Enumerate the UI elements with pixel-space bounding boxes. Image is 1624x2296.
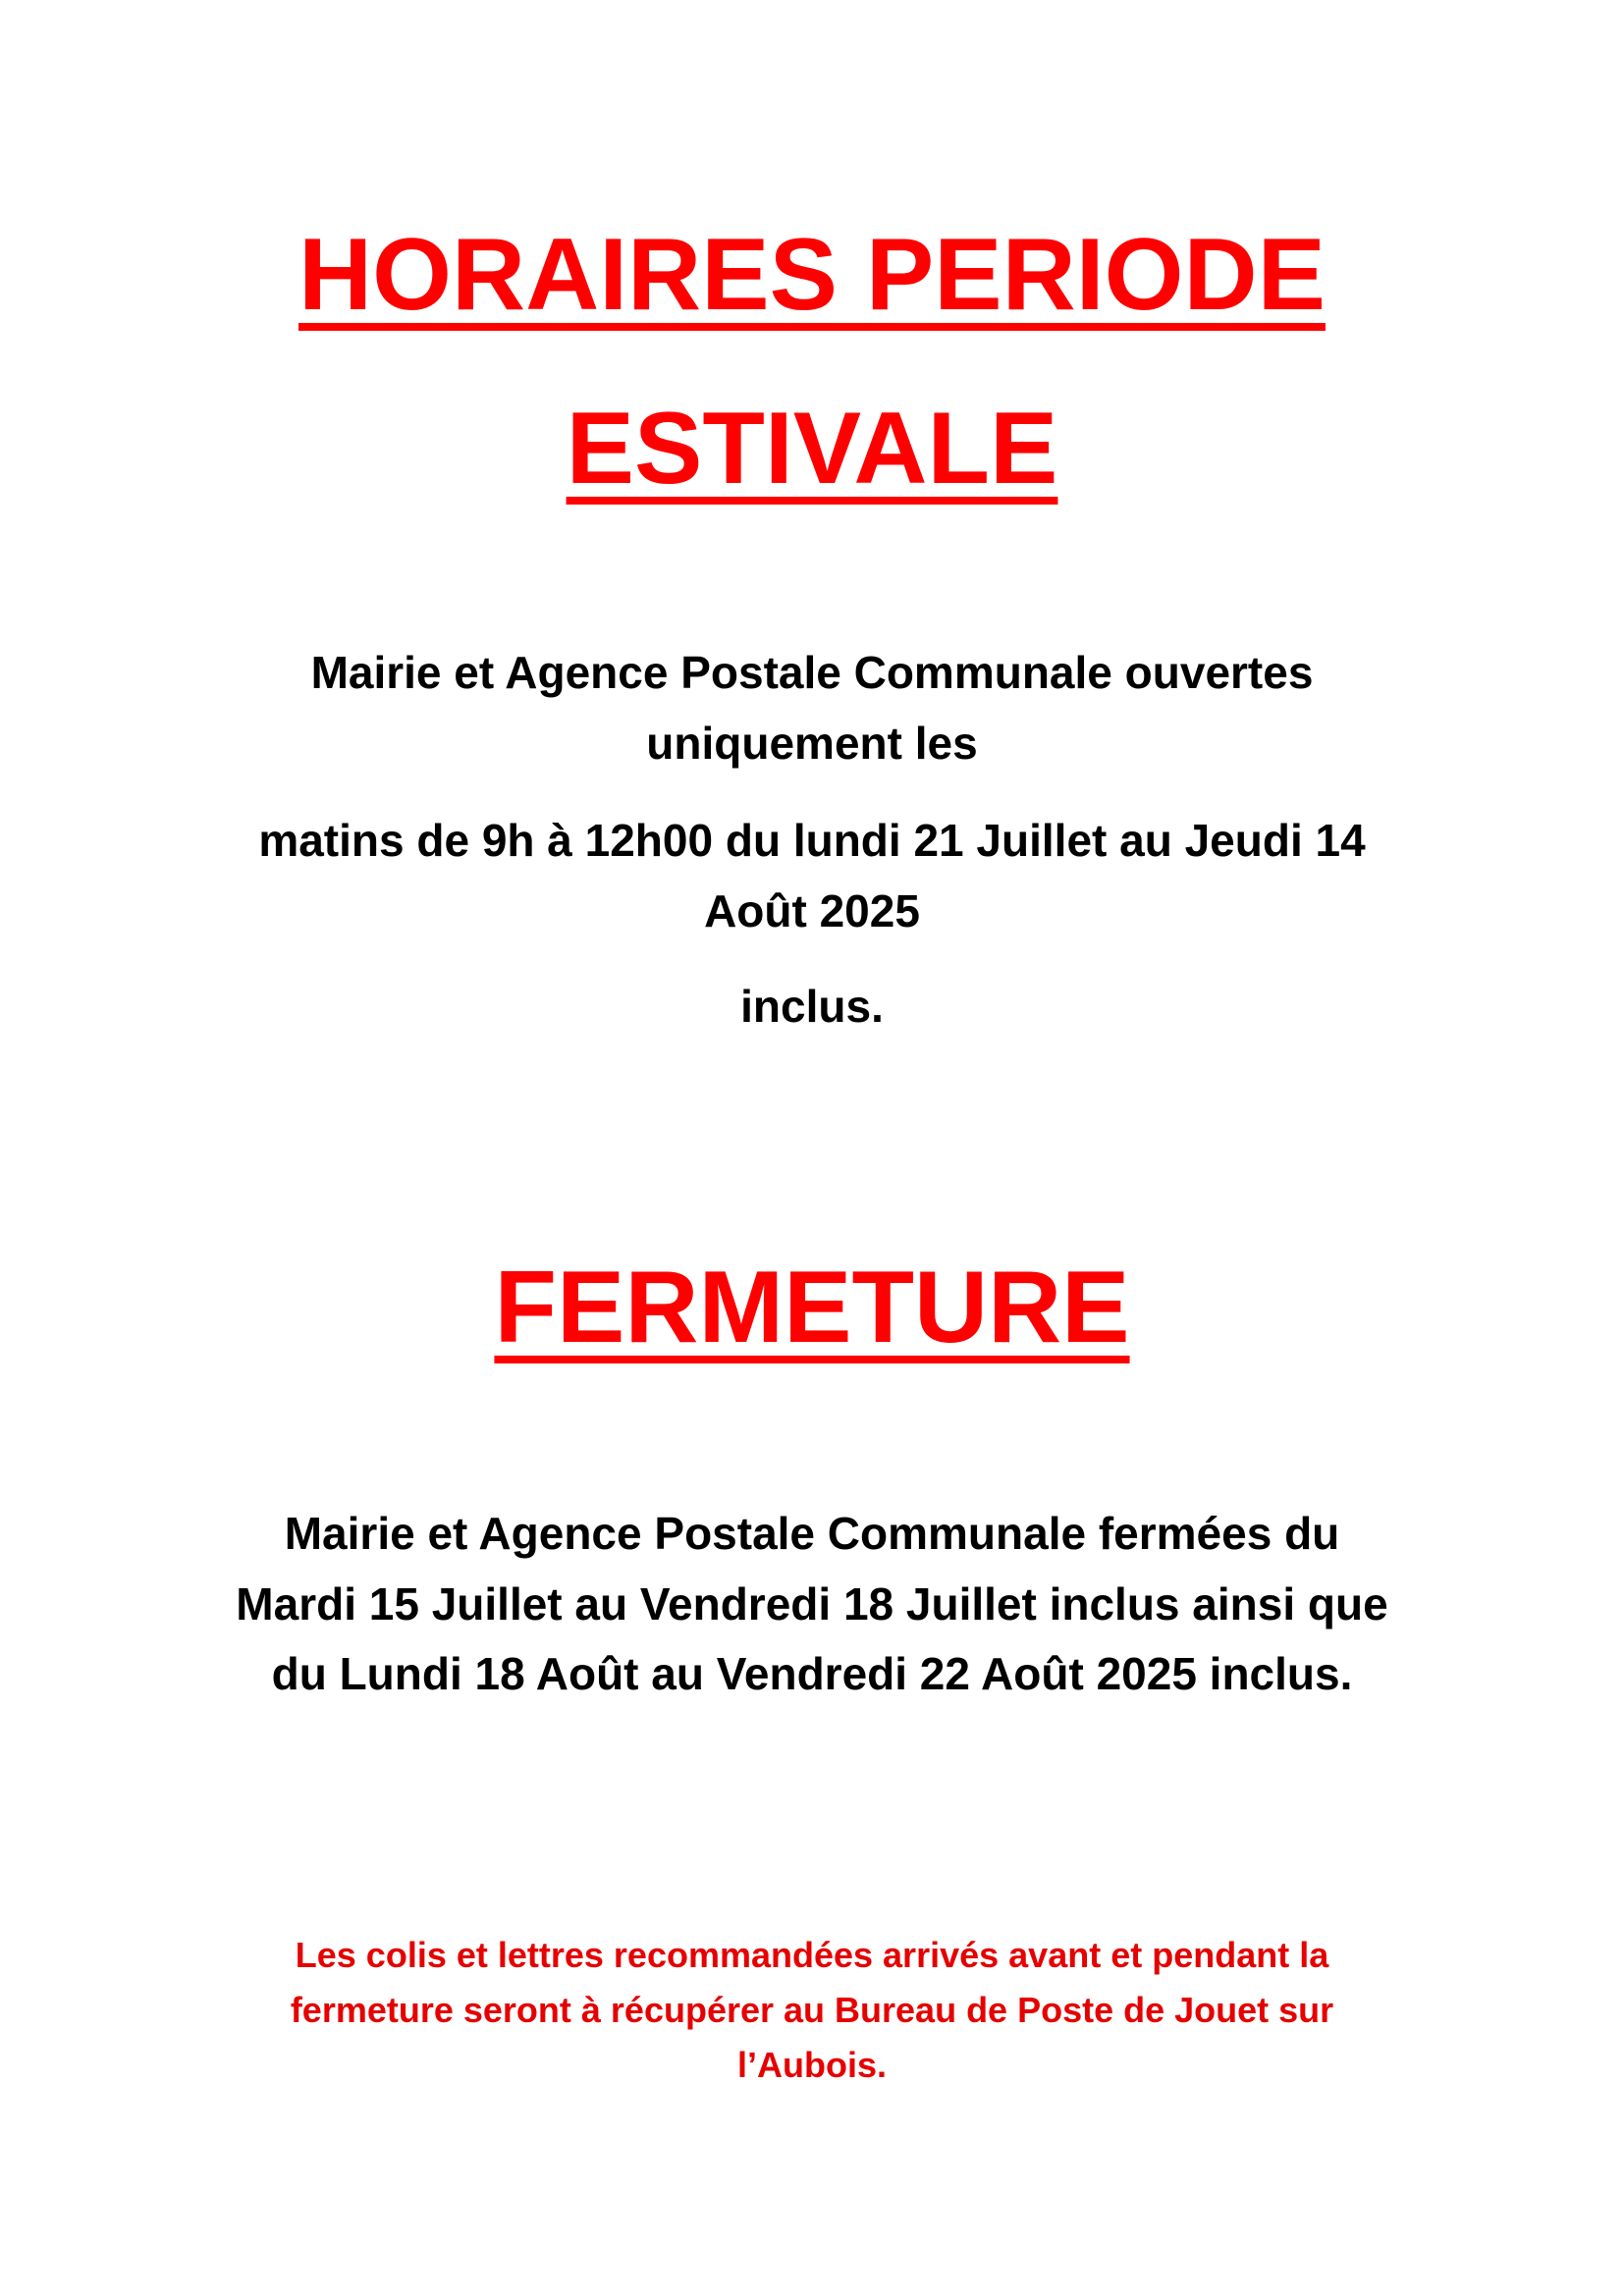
closure-line-1 [0, 1508, 1624, 1559]
closure-text-2: Mardi 15 Juillet au Vendredi 18 Juillet inclus ainsi que [236, 1578, 1388, 1629]
page-title-line-2 [0, 392, 1624, 506]
page-title-line-1-text: HORAIRES PERIODE [298, 218, 1326, 332]
summer-hours-line-4 [0, 885, 1624, 936]
summer-hours-line-2 [0, 718, 1624, 769]
parcel-note-line-1 [0, 1935, 1624, 1975]
parcel-note-line-3 [0, 2045, 1624, 2085]
closure-title [0, 1251, 1624, 1364]
summer-hours-line-3 [0, 815, 1624, 866]
closure-title-text: FERMETURE [494, 1251, 1130, 1364]
closure-line-2 [0, 1578, 1624, 1629]
parcel-note-text-1: Les colis et lettres recommandées arrivés avant et pendant la [295, 1935, 1329, 1975]
parcel-note-line-2 [0, 1990, 1624, 2030]
parcel-note-text-2: fermeture seront à récupérer au Bureau de Poste de Jouet sur [290, 1990, 1334, 2030]
parcel-note-text-3: l’Aubois. [737, 2045, 887, 2085]
summer-hours-text-2: uniquement les [646, 718, 978, 769]
title-line-2-block [0, 392, 1624, 506]
closure-text-1: Mairie et Agence Postale Communale fermées du [284, 1508, 1340, 1559]
title-line-1-block [0, 218, 1624, 332]
summer-hours-text-5: inclus. [740, 981, 884, 1032]
summer-hours-text-3: matins de 9h à 12h00 du lundi 21 Juillet au Jeudi 14 [258, 815, 1366, 866]
summer-hours-text-1: Mairie et Agence Postale Communale ouvertes [310, 647, 1314, 698]
page-title-line-1 [0, 218, 1624, 332]
closure-line-3 [0, 1648, 1624, 1699]
closure-text-3: du Lundi 18 Août au Vendredi 22 Août 2025 inclus. [271, 1648, 1353, 1699]
page-title-line-2-text: ESTIVALE [566, 392, 1058, 506]
summer-hours-line-5 [0, 981, 1624, 1032]
summer-hours-line-1 [0, 647, 1624, 698]
closure-title-block [0, 1251, 1624, 1364]
summer-hours-text-4: Août 2025 [704, 885, 920, 936]
